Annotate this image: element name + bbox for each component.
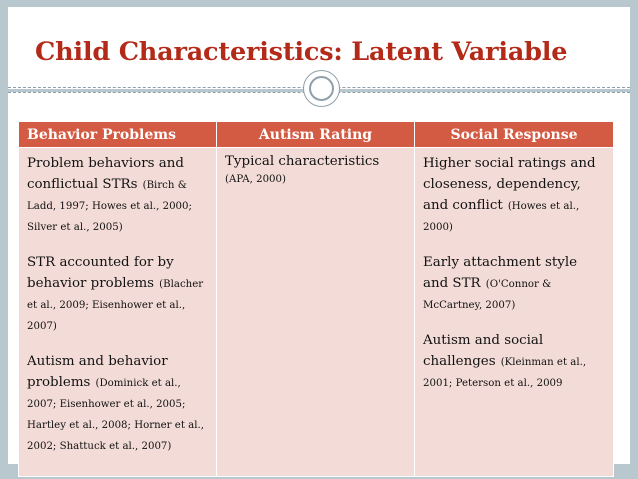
entry-citation: (APA, 2000) xyxy=(225,174,286,185)
entry-citation: (Howes et al., 2000) xyxy=(423,201,580,233)
circle-ornament-inner xyxy=(309,76,334,101)
header-autism-rating: Autism Rating xyxy=(217,122,415,148)
table-header-row xyxy=(19,122,614,148)
entry-text: Typical characteristics xyxy=(225,154,380,169)
entry-text: Problem behaviors and conflictual STRs xyxy=(27,156,184,192)
entry-text: Autism and social challenges xyxy=(423,333,544,369)
cell-autism-rating xyxy=(217,148,415,477)
list-item xyxy=(225,152,407,188)
table-row xyxy=(19,148,614,477)
entry-citation: (Kleinman et al., 2001; Peterson et al., 2009 xyxy=(423,357,587,389)
list-item xyxy=(423,152,606,236)
entry-text: Higher social ratings and closeness, dependency, and conflict xyxy=(423,156,596,213)
characteristics-table xyxy=(18,121,614,477)
circle-ornament-icon xyxy=(303,70,340,107)
header-behavior-problems: Behavior Problems xyxy=(19,122,217,148)
list-item xyxy=(423,251,606,314)
entry-text: Autism and behavior problems xyxy=(27,354,168,390)
list-item xyxy=(423,329,606,392)
cell-social-response xyxy=(415,148,614,477)
list-item xyxy=(27,350,209,455)
entry-citation: (Dominick et al., 2007; Eisenhower et al., 2005; Hartley et al., 2008; Horner et al., 2002; Shattuck et al., 2007) xyxy=(27,378,204,452)
entry-citation: (Birch & Ladd, 1997; Howes et al., 2000; Silver et al., 2005) xyxy=(27,180,192,233)
list-item xyxy=(27,152,209,236)
entry-text: Early attachment style and STR xyxy=(423,255,578,291)
slide-title: Child Characteristics: Latent Variable xyxy=(35,37,568,67)
entry-citation: (O'Connor & McCartney, 2007) xyxy=(423,279,552,311)
cell-behavior-problems xyxy=(19,148,217,477)
header-social-response: Social Response xyxy=(415,122,614,148)
entry-citation: (Blacher et al., 2009; Eisenhower et al., 2007) xyxy=(27,279,204,332)
list-item xyxy=(27,251,209,335)
entry-text: STR accounted for by behavior problems xyxy=(27,255,174,291)
